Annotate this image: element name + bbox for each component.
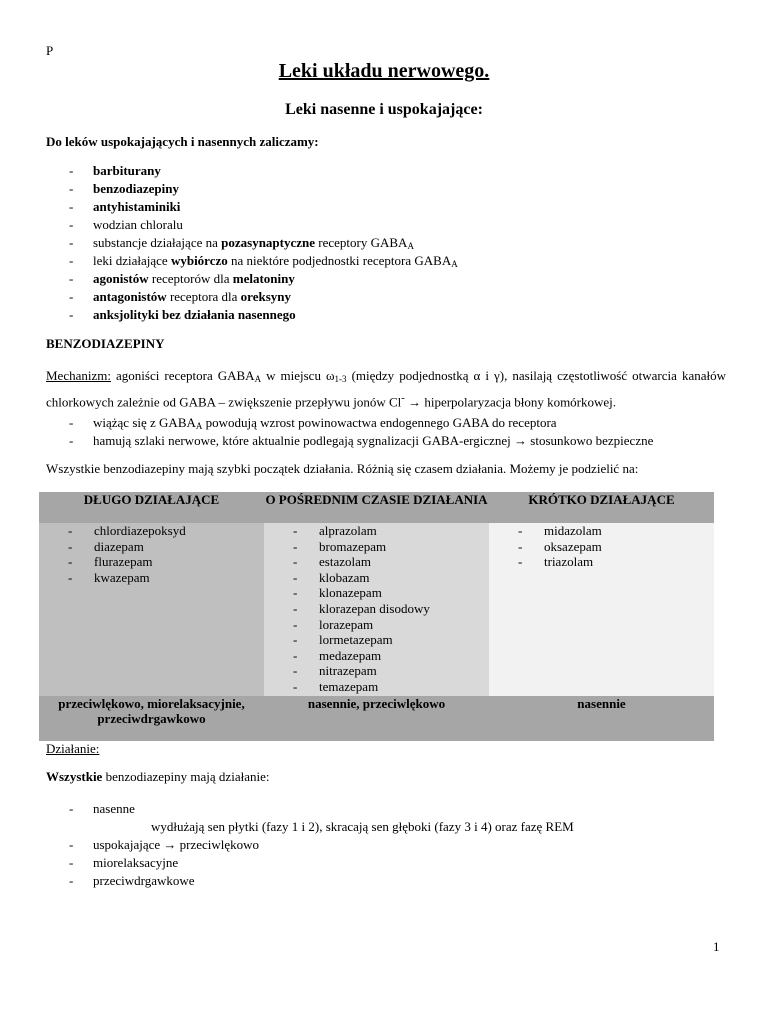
drug-item: - alprazolam xyxy=(264,523,489,539)
list-item: - hamują szlaki nerwowe, które aktualnie podlegają sygnalizacji GABA-ergicznej → stosunkowo bezpieczne xyxy=(46,432,653,450)
effect-mid: nasennie, przeciwlękowo xyxy=(264,696,489,741)
page-title: Leki układu nerwowego. xyxy=(278,60,490,82)
list-item: - agonistów receptorów dla melatoniny xyxy=(46,270,458,288)
long-acting-cell xyxy=(39,523,264,696)
effect-short: nasennie xyxy=(489,696,714,741)
drug-item: - flurazepam xyxy=(39,554,264,570)
list-item: - leki działające wybiórczo na niektóre podjednostki receptora $GABA_A$ xyxy=(46,252,458,270)
drug-item: - lormetazepam xyxy=(264,632,489,648)
drug-item: - medazepam xyxy=(264,648,489,664)
page-subtitle: Leki nasenne i uspokajające: xyxy=(285,101,483,118)
drug-item: - kwazepam xyxy=(39,570,264,586)
list-item: - substancje działające na pozasynaptyczne receptory $GABA_A$ xyxy=(46,234,458,252)
drug-item: - klonazepam xyxy=(264,585,489,601)
list-item: - antyhistaminiki xyxy=(46,198,458,216)
drug-item: - temazepam xyxy=(264,679,489,695)
list-item: - antagonistów receptora dla oreksyny xyxy=(46,288,458,306)
effect-long: przeciwlękowo, miorelaksacyjnie, przeciwdrgawkowo xyxy=(39,696,264,741)
drug-item: - oksazepam xyxy=(489,539,714,555)
mid-acting-cell xyxy=(264,523,489,696)
table-header-short: KRÓTKO DZIAŁAJĄCE xyxy=(489,492,714,523)
list-item: - barbiturany xyxy=(46,162,458,180)
list-item-detail: wydłużają sen płytki (fazy 1 i 2), skracają sen głęboki (fazy 3 i 4) oraz fazę REM xyxy=(151,819,574,834)
list-item: - miorelaksacyjne xyxy=(46,854,574,872)
list-item: - wiążąc się z $GABA_A$ powodują wzrost powinowactwa endogennego GABA do receptora xyxy=(46,414,653,432)
table-header-long: DŁUGO DZIAŁAJĄCE xyxy=(39,492,264,523)
list-item: - przeciwdrgawkowe xyxy=(46,872,574,890)
drug-item: - estazolam xyxy=(264,554,489,570)
mechanism-list xyxy=(46,414,653,450)
short-acting-cell xyxy=(489,523,714,696)
wszystkie-line: Wszystkie benzodiazepiny mają działanie: xyxy=(46,769,270,784)
drug-item: - diazepam xyxy=(39,539,264,555)
sedative-classes-list xyxy=(46,162,458,324)
drug-item: - lorazepam xyxy=(264,617,489,633)
mechanism-paragraph: Mechanizm: agoniści receptora $GABA_A$ w miejscu $\omega_{1-3}$ (między podjednostką α i γ), nasilają częstotliwość otwarcia kanałów chlorkowych zależnie od GABA – zwiększenie przepływu jonów Cl- → hiperpolaryzacja błony komórkowej. xyxy=(46,368,726,410)
list-item: - anksjolityki bez działania nasennego xyxy=(46,306,458,324)
drug-item: - klobazam xyxy=(264,570,489,586)
drug-item: - triazolam xyxy=(489,554,714,570)
benzo-duration-table xyxy=(39,492,714,741)
intro-line: Do leków uspokajających i nasennych zaliczamy: xyxy=(46,134,319,149)
drug-item: - chlordiazepoksyd xyxy=(39,523,264,539)
list-item: - wodzian chloralu xyxy=(46,216,458,234)
list-item: - benzodiazepiny xyxy=(46,180,458,198)
dzialanie-heading: Działanie: xyxy=(46,741,100,756)
section-heading: BENZODIAZEPINY xyxy=(46,336,165,351)
drug-item: - bromazepam xyxy=(264,539,489,555)
drug-item: - nitrazepam xyxy=(264,663,489,679)
list-item: - uspokajające → przeciwlękowo xyxy=(46,836,574,854)
list-item: - nasenne xyxy=(46,800,574,818)
corner-mark: P xyxy=(46,43,54,58)
drug-item: - klorazepan disodowy xyxy=(264,601,489,617)
page-number: 1 xyxy=(713,939,720,954)
drug-item: - midazolam xyxy=(489,523,714,539)
effects-list xyxy=(46,800,574,890)
table-header-mid: O POŚREDNIM CZASIE DZIAŁANIA xyxy=(264,492,489,523)
all-benzo-paragraph: Wszystkie benzodiazepiny mają szybki początek działania. Różnią się czasem działania. Możemy je podzielić na: xyxy=(46,461,639,476)
